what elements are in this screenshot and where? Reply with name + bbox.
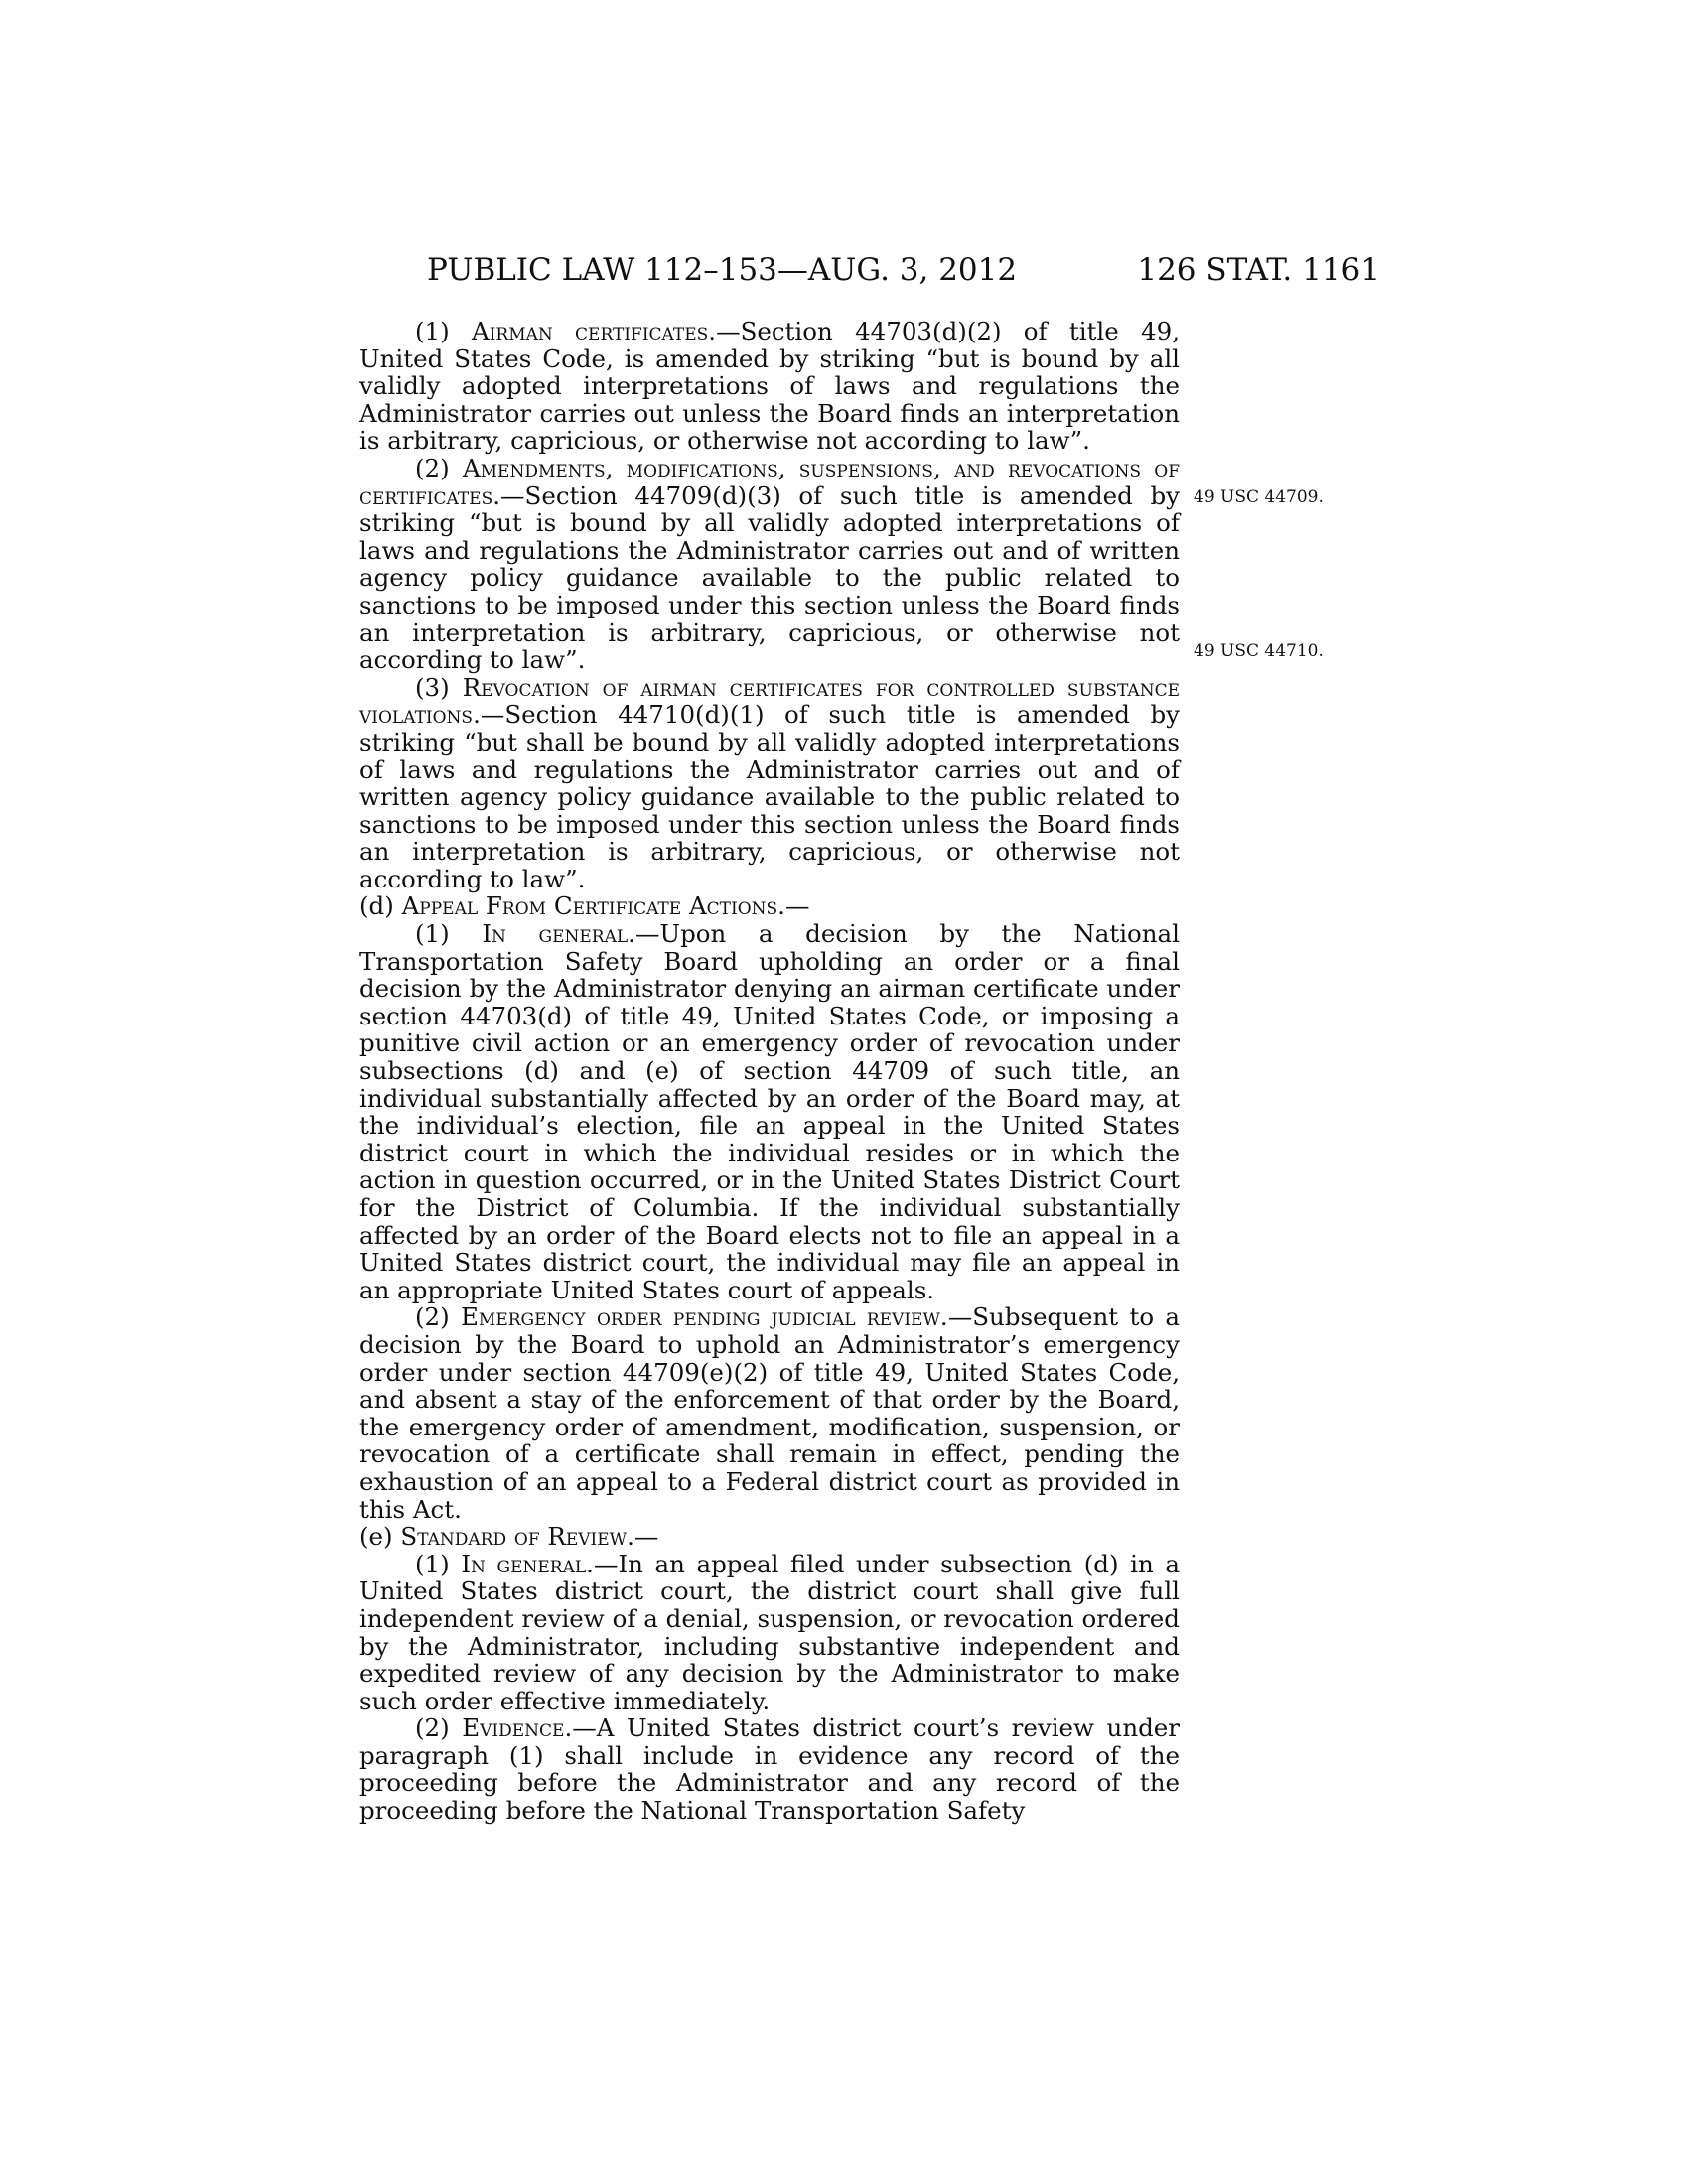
paragraph-text: —Subsequent to a decision by the Board to uphold an Administrator’s emergency order under section 44709(e)(2) of title 49, United States Code, and absent a stay of the enforcement of that order by the Board, the emergency order of amendment, modification, suspension, or revocation of a certificate shall remain in effect, pending the exhaustion of an appeal to a Federal district court as provided in this Act. xyxy=(359,1302,1181,1524)
paragraph-number: (1) xyxy=(415,919,483,949)
paragraph-heading: In general. xyxy=(461,1549,594,1578)
margin-citation-44709: 49 USC 44709. xyxy=(1194,487,1324,507)
paragraph-heading: Emergency order pending judicial review. xyxy=(461,1302,948,1332)
paragraph-text: —A United States district court’s review under paragraph (1) shall include in evidence any record of the proceeding before the Administrator and any record of the proceeding before the National Transportation Safety xyxy=(359,1713,1180,1826)
paragraph-number: (d) xyxy=(359,891,402,921)
paragraph-text: — xyxy=(633,1522,659,1552)
paragraph-heading: Amendments, modifications, suspensions, and revocations of certificates. xyxy=(359,453,1180,510)
paragraph-heading: Standard of Review. xyxy=(400,1522,634,1552)
margin-citation-44710: 49 USC 44710. xyxy=(1194,641,1324,661)
paragraph-heading: Evidence. xyxy=(462,1713,573,1743)
paragraph-number: (2) xyxy=(415,1302,462,1332)
paragraph-heading: Revocation of airman certificates for controlled substance violations. xyxy=(359,672,1180,730)
paragraph-text: —Section 44709(d)(3) of such title is amended by striking “but is bound by all validly adopted interpretations of laws and regulations the Administrator carries out and of written agency policy guidance available to the public related to sanctions to be imposed under this section unless the Board finds an interpretation is arbitrary, capricious, or otherwise not according to law”. xyxy=(359,480,1180,675)
statute-text-column xyxy=(359,318,1180,1825)
paragraph-e1-in-general xyxy=(359,1551,1180,1715)
paragraph-text: —In an appeal filed under subsection (d) in a United States district court, the district court shall give full independent review of a denial, suspension, or revocation ordered by the Administrator, including substantive independent and expedited review of any decision by the Administrator to make such order effective immediately. xyxy=(359,1549,1180,1715)
paragraph-c3-revocation xyxy=(359,674,1180,893)
paragraph-c1-airman-certificates xyxy=(359,318,1180,455)
paragraph-number: (e) xyxy=(359,1522,401,1552)
paragraph-text: —Section 44710(d)(1) of such title is amended by striking “but shall be bound by all validly adopted interpretations of laws and regulations the Administrator carries out and of written agency policy guidance available to the public related to sanctions to be imposed under this section unless the Board finds an interpretation is arbitrary, capricious, or otherwise not according to law”. xyxy=(359,700,1180,893)
paragraph-number: (1) xyxy=(415,1549,462,1578)
paragraph-e2-evidence xyxy=(359,1714,1180,1824)
paragraph-d2-emergency-order xyxy=(359,1303,1180,1523)
paragraph-c2-amendments xyxy=(359,455,1180,674)
paragraph-text: —Upon a decision by the National Transportation Safety Board upholding an order or a final decision by the Administrator denying an airman certificate under section 44703(d) of title 49, United States Code, or imposing a punitive civil action or an emergency order of revocation under subsections (d) and (e) of section 44709 of such title, an individual substantially affected by an order of the Board may, at the individual’s election, file an appeal in the United States district court in which the individual resides or in which the action in question occurred, or in the United States District Court for the District of Columbia. If the individual substantially affected by an order of the Board elects not to file an appeal in a United States district court, the individual may file an appeal in an appropriate United States court of appeals. xyxy=(359,919,1180,1304)
running-header xyxy=(427,250,1380,290)
paragraph-d1-in-general xyxy=(359,920,1180,1303)
subsection-e-heading xyxy=(359,1523,1180,1551)
paragraph-number: (2) xyxy=(415,453,463,482)
paragraph-number: (1) xyxy=(415,317,472,345)
paragraph-heading: Appeal From Certificate Actions. xyxy=(401,891,785,921)
paragraph-heading: Airman certificates. xyxy=(472,317,717,345)
paragraph-text: —Section 44703(d)(2) of title 49, United States Code, is amended by striking “but is bound by all validly adopted interpretations of laws and regulations the Administrator carries out unless the Board finds an interpretation is arbitrary, capricious, or otherwise not according to law”. xyxy=(359,317,1181,456)
paragraph-number: (3) xyxy=(415,672,463,702)
public-law-citation: PUBLIC LAW 112–153—AUG. 3, 2012 xyxy=(427,252,1018,288)
paragraph-heading: In general. xyxy=(482,919,635,949)
statute-page-number: 126 STAT. 1161 xyxy=(1137,252,1380,288)
subsection-d-heading xyxy=(359,892,1180,920)
paragraph-text: — xyxy=(784,891,810,921)
paragraph-number: (2) xyxy=(415,1713,463,1743)
